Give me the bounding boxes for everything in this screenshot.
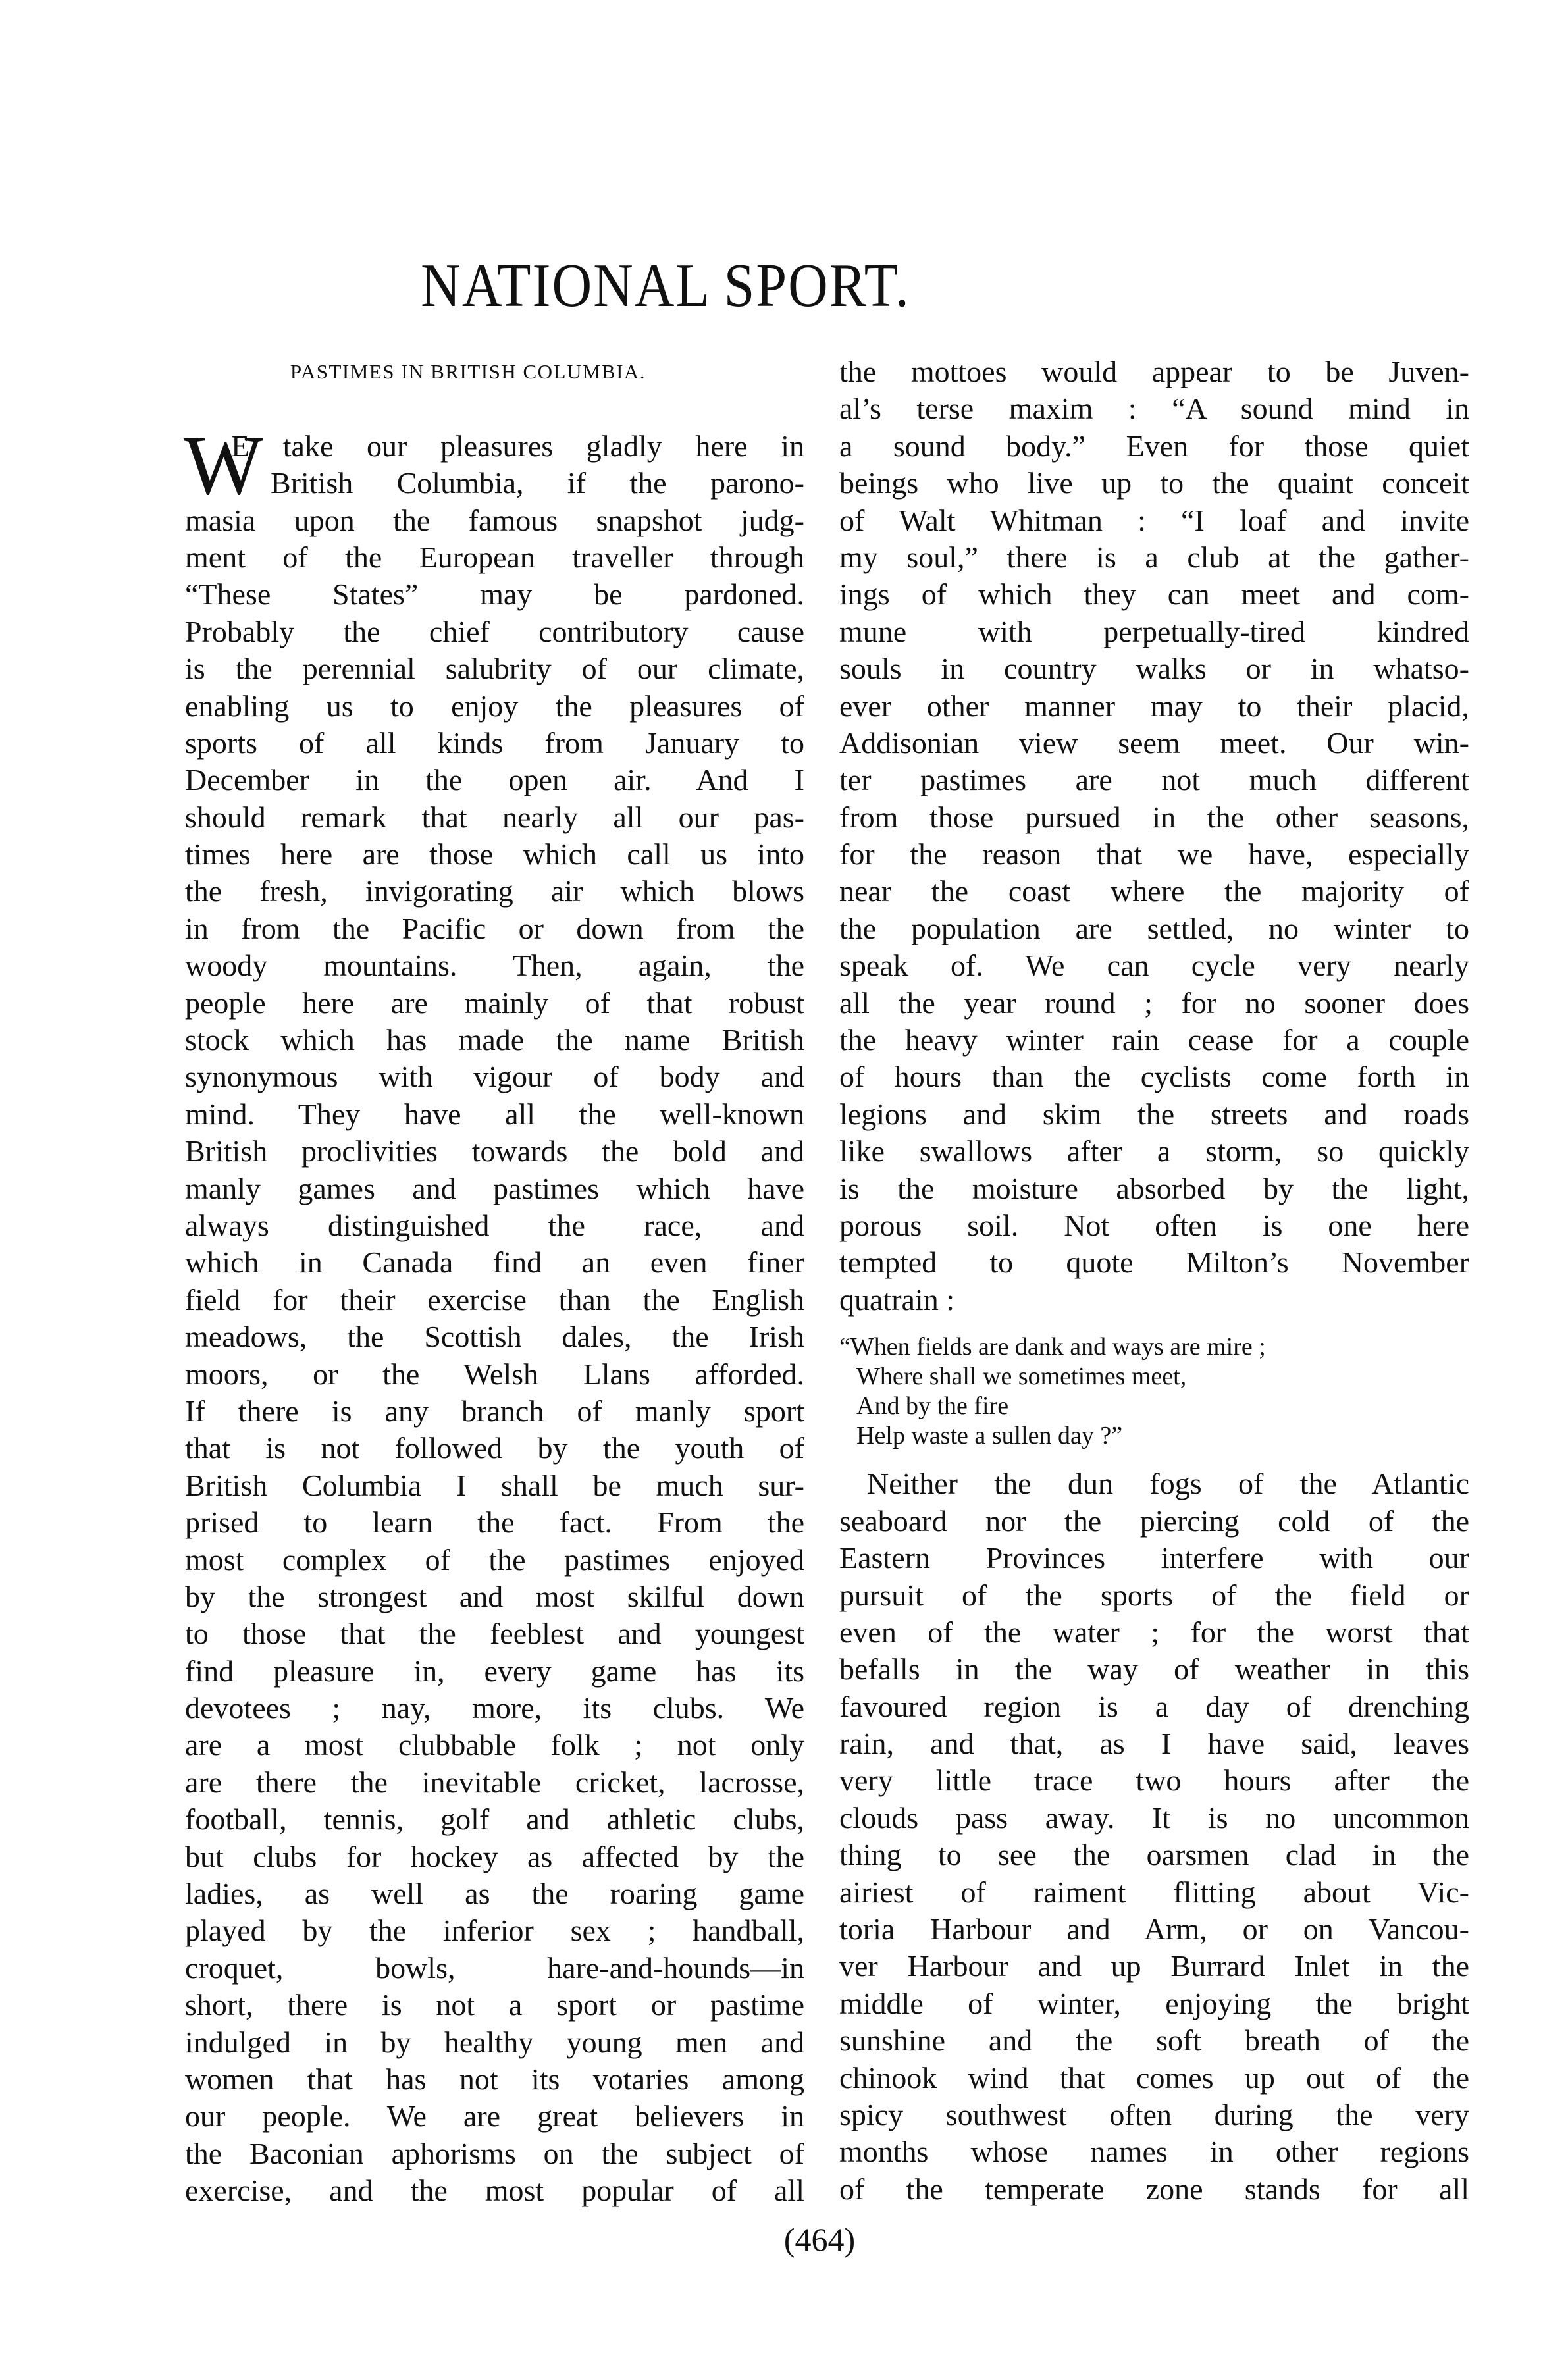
text-line: my soul,” there is a club at the gather- <box>839 540 1469 574</box>
text-line: played by the inferior sex ; handball, <box>185 1914 804 1948</box>
text-line: women that has not its votaries among <box>185 2062 804 2096</box>
text-line: of hours than the cyclists come forth in <box>839 1060 1469 1094</box>
text-line: of Walt Whitman : “I loaf and invite <box>839 503 1469 537</box>
section-heading: PASTIMES IN BRITISH COLUMBIA. <box>290 360 646 383</box>
text-line: months whose names in other regions <box>839 2135 1469 2169</box>
text-line: manly games and pastimes which have <box>185 1171 804 1205</box>
text-line: Neither the dun fogs of the Atlantic <box>867 1467 1469 1501</box>
left-column-text <box>184 418 804 2210</box>
text-line: indulged in by healthy young men and <box>185 2025 804 2059</box>
left-column <box>185 353 804 2210</box>
text-line: to those that the feeblest and youngest <box>185 1617 804 1651</box>
text-line: And by the fire <box>856 1392 1009 1420</box>
text-line: “When fields are dank and ways are mire ; <box>839 1333 1266 1361</box>
text-line: sports of all kinds from January to <box>185 725 804 760</box>
text-line: If there is any branch of manly sport <box>185 1394 804 1428</box>
text-line: ment of the European traveller through <box>185 540 804 574</box>
page-number: (464) <box>783 2221 856 2258</box>
text-line: spicy southwest often during the very <box>839 2097 1469 2131</box>
text-line: legions and skim the streets and roads <box>839 1097 1469 1131</box>
text-line: people here are mainly of that robust <box>185 985 804 1020</box>
text-line: by the strongest and most skilful down <box>185 1579 804 1613</box>
text-line: tempted to quote Milton’s November <box>839 1245 1469 1280</box>
text-line: football, tennis, golf and athletic clubs, <box>185 1802 804 1837</box>
text-line: is the perennial salubrity of our climate, <box>185 652 804 686</box>
text-line: “These States” may be pardoned. <box>185 577 804 612</box>
text-line: prised to learn the fact. From the <box>185 1505 804 1540</box>
text-line: middle of winter, enjoying the bright <box>839 1986 1469 2020</box>
text-line: enabling us to enjoy the pleasures of <box>185 689 804 723</box>
text-line: should remark that nearly all our pas- <box>185 800 804 834</box>
text-line: clouds pass away. It is no uncommon <box>839 1800 1469 1835</box>
text-line: devotees ; nay, more, its clubs. We <box>185 1691 804 1725</box>
text-line: thing to see the oarsmen clad in the <box>839 1838 1469 1872</box>
text-line: Where shall we sometimes meet, <box>856 1362 1187 1390</box>
text-line: seaboard nor the piercing cold of the <box>839 1503 1469 1538</box>
spacer <box>185 390 804 427</box>
text-line: most complex of the pastimes enjoyed <box>185 1542 804 1577</box>
text-line: befalls in the way of weather in this <box>839 1652 1469 1686</box>
text-line: chinook wind that comes up out of the <box>839 2060 1469 2095</box>
text-line: near the coast where the majority of <box>839 874 1469 908</box>
text-line: ter pastimes are not much different <box>839 763 1469 797</box>
text-line: toria Harbour and Arm, or on Vancou- <box>839 1912 1469 1946</box>
text-line: field for their exercise than the English <box>185 1282 804 1317</box>
text-line: souls in country walks or in whatso- <box>839 652 1469 686</box>
text-line: a sound body.” Even for those quiet <box>839 429 1469 463</box>
text-line: speak of. We can cycle very nearly <box>839 949 1469 983</box>
text-line: mune with perpetually-tired kindred <box>839 614 1469 648</box>
text-line: our people. We are great believers in <box>185 2099 804 2133</box>
right-column <box>839 353 1469 2208</box>
text-line: Addisonian view seem meet. Our win- <box>839 725 1469 760</box>
text-line: for the reason that we have, especially <box>839 837 1469 872</box>
text-line: are a most clubbable folk ; not only <box>185 1728 804 1762</box>
text-line: British Columbia I shall be much sur- <box>185 1468 804 1502</box>
text-line: ladies, as well as the roaring game <box>185 1877 804 1911</box>
text-line: masia upon the famous snapshot judg- <box>185 503 804 537</box>
page-title: NATIONAL SPORT. <box>421 251 910 321</box>
text-line: that is not followed by the youth of <box>185 1431 804 1465</box>
text-line: beings who live up to the quaint conceit <box>839 466 1469 500</box>
text-line: from those pursued in the other seasons, <box>839 800 1469 834</box>
text-line: exercise, and the most popular of all <box>185 2174 804 2208</box>
right-column-text-before-poem <box>839 353 1469 1318</box>
text-line: stock which has made the name British <box>185 1023 804 1057</box>
text-line: all the year round ; for no sooner does <box>839 985 1469 1020</box>
text-line: Help waste a sullen day ?” <box>856 1421 1123 1449</box>
text-line: quatrain : <box>839 1282 954 1317</box>
text-line: E take our pleasures gladly here in <box>231 429 804 463</box>
text-line: December in the open air. And I <box>185 763 804 797</box>
text-line: are there the inevitable cricket, lacrosse, <box>185 1765 804 1799</box>
text-line: synonymous with vigour of body and <box>185 1060 804 1094</box>
text-line: pursuit of the sports of the field or <box>839 1578 1469 1612</box>
text-line: airiest of raiment flitting about Vic- <box>839 1875 1469 1909</box>
text-line: woody mountains. Then, again, the <box>185 949 804 983</box>
text-line: the mottoes would appear to be Juven- <box>839 355 1469 388</box>
text-line: short, there is not a sport or pastime <box>185 1988 804 2022</box>
text-line: very little trace two hours after the <box>839 1763 1469 1798</box>
text-line: the fresh, invigorating air which blows <box>185 874 804 908</box>
right-column-text-after-poem <box>839 1465 1469 2208</box>
text-line: mind. They have all the well-known <box>185 1097 804 1131</box>
text-line: Probably the chief contributory cause <box>185 614 804 648</box>
text-line: ever other manner may to their placid, <box>839 689 1469 723</box>
text-line: the population are settled, no winter to <box>839 911 1469 945</box>
text-line: meadows, the Scottish dales, the Irish <box>185 1320 804 1354</box>
text-line: but clubs for hockey as affected by the <box>185 1839 804 1873</box>
text-line: favoured region is a day of drenching <box>839 1689 1469 1723</box>
text-line: of the temperate zone stands for all <box>839 2172 1469 2206</box>
text-line: is the moisture absorbed by the light, <box>839 1171 1469 1205</box>
text-line: moors, or the Welsh Llans afforded. <box>185 1357 804 1391</box>
text-line: which in Canada find an even finer <box>185 1245 804 1280</box>
text-line: al’s terse maxim : “A sound mind in <box>839 392 1469 426</box>
text-line: in from the Pacific or down from the <box>185 911 804 945</box>
drop-cap: W <box>184 418 263 512</box>
text-line: the Baconian aphorisms on the subject of <box>185 2136 804 2170</box>
text-line: always distinguished the race, and <box>185 1208 804 1242</box>
text-line: sunshine and the soft breath of the <box>839 2023 1469 2058</box>
text-line: like swallows after a storm, so quickly <box>839 1134 1469 1168</box>
text-line: British proclivities towards the bold and <box>185 1134 804 1168</box>
text-line: the heavy winter rain cease for a couple <box>839 1023 1469 1057</box>
poem-quotation <box>839 1332 1469 1450</box>
text-line: rain, and that, as I have said, leaves <box>839 1727 1469 1761</box>
text-line: even of the water ; for the worst that <box>839 1615 1469 1649</box>
text-line: British Columbia, if the parono- <box>271 466 804 500</box>
text-line: times here are those which call us into <box>185 837 804 872</box>
text-line: find pleasure in, every game has its <box>185 1654 804 1688</box>
text-line: ver Harbour and up Burrard Inlet in the <box>839 1949 1469 1983</box>
text-line: croquet, bowls, hare-and-hounds—in <box>185 1950 804 1985</box>
text-line: ings of which they can meet and com- <box>839 577 1469 612</box>
text-line: porous soil. Not often is one here <box>839 1208 1469 1242</box>
text-line: Eastern Provinces interfere with our <box>839 1541 1469 1575</box>
